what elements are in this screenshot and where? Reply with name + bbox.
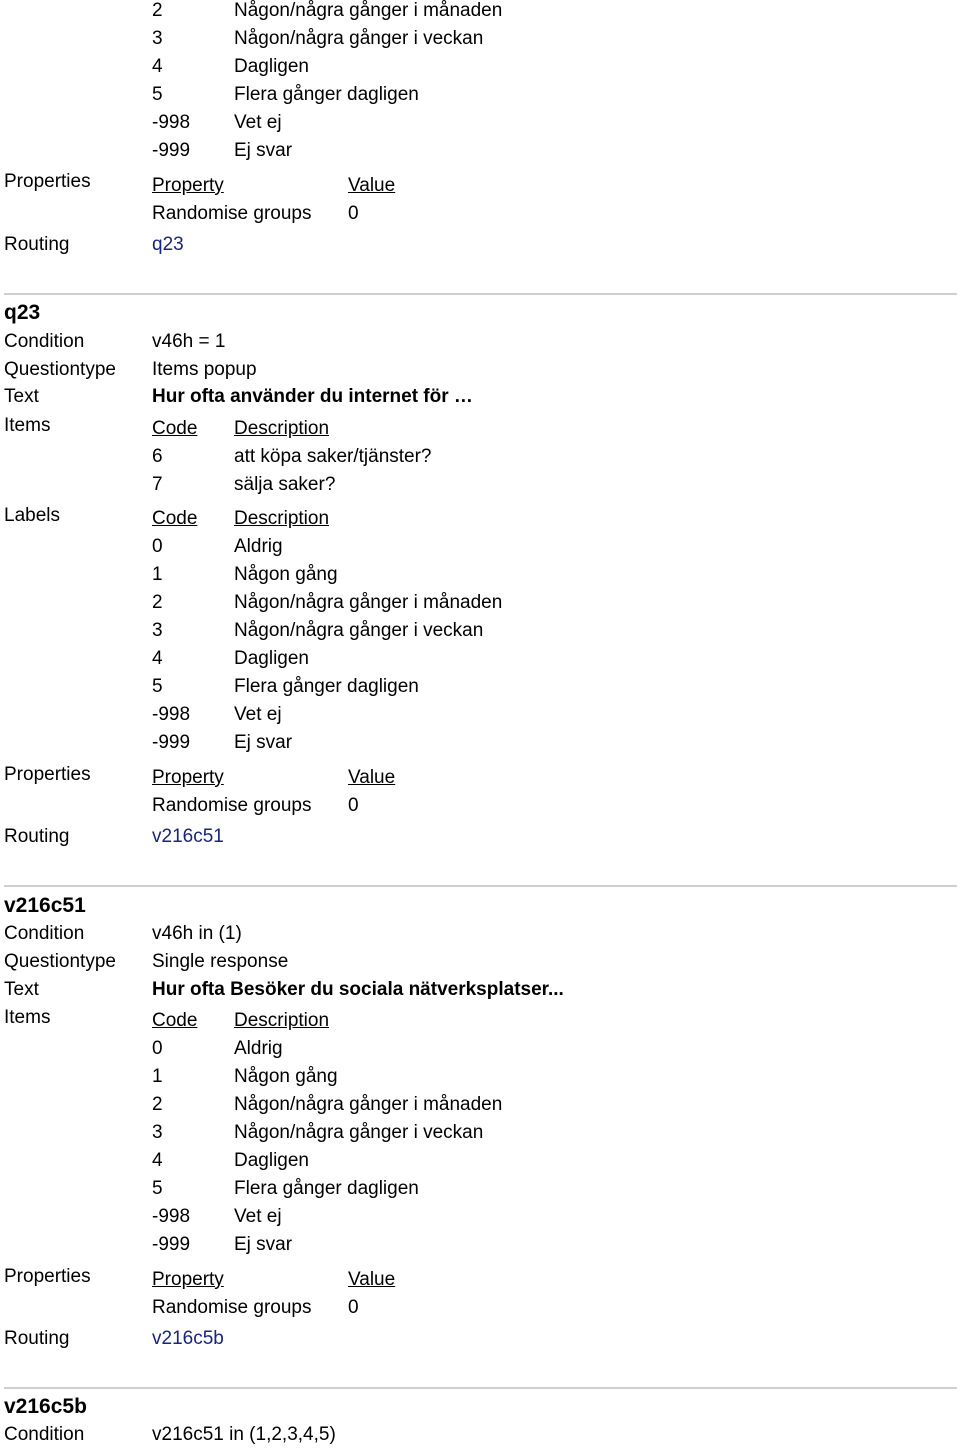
- item-code: 7: [152, 474, 163, 495]
- condition-value: v46h in (1): [152, 923, 242, 944]
- question-title: v216c51: [4, 894, 86, 917]
- label-description: Flera gånger dagligen: [234, 676, 419, 697]
- properties-label: Properties: [4, 1266, 91, 1287]
- property-name: Randomise groups: [152, 795, 312, 816]
- label-code: 2: [152, 592, 163, 613]
- code-column-header: Code: [152, 508, 198, 529]
- questiontype-label: Questiontype: [4, 951, 116, 972]
- labels-label: Labels: [4, 505, 60, 526]
- description-column-header: Description: [234, 1010, 330, 1031]
- property-column-header: Property: [152, 175, 224, 196]
- label-code: 4: [152, 648, 163, 669]
- questiontype-label: Questiontype: [4, 359, 116, 380]
- routing-label: Routing: [4, 1328, 70, 1349]
- label-code: -998: [152, 704, 191, 725]
- label-code: -999: [152, 732, 191, 753]
- items-label: Items: [4, 415, 51, 436]
- label-description: Någon/några gånger i månaden: [234, 592, 503, 613]
- item-description: Någon/några gånger i veckan: [234, 1122, 484, 1143]
- code-column-header: Code: [152, 1010, 198, 1031]
- label-description: Någon gång: [234, 564, 338, 585]
- routing-label: Routing: [4, 234, 70, 255]
- value-column-header: Value: [348, 1269, 396, 1290]
- item-description: Aldrig: [234, 1038, 283, 1059]
- value-column-header: Value: [348, 175, 396, 196]
- properties-label: Properties: [4, 764, 91, 785]
- item-description: sälja saker?: [234, 474, 336, 495]
- item-code: 6: [152, 446, 163, 467]
- item-description: Någon gång: [234, 1066, 338, 1087]
- label-description: Flera gånger dagligen: [234, 84, 419, 105]
- condition-value: v216c51 in (1,2,3,4,5): [152, 1424, 336, 1445]
- property-column-header: Property: [152, 767, 224, 788]
- label-description: Ej svar: [234, 140, 293, 161]
- section-divider: [4, 1387, 957, 1389]
- item-code: 1: [152, 1066, 163, 1087]
- label-code: 3: [152, 620, 163, 641]
- label-description: Dagligen: [234, 56, 309, 77]
- questiontype-value: Single response: [152, 951, 289, 972]
- label-description: Dagligen: [234, 648, 309, 669]
- routing-link-q23[interactable]: q23: [152, 234, 184, 255]
- label-code: 5: [152, 676, 163, 697]
- property-column-header: Property: [152, 1269, 224, 1290]
- label-description: Någon/några gånger i månaden: [234, 0, 503, 21]
- label-code: 0: [152, 536, 163, 557]
- description-column-header: Description: [234, 418, 330, 439]
- label-description: Någon/några gånger i veckan: [234, 28, 484, 49]
- routing-label: Routing: [4, 826, 70, 847]
- item-description: Flera gånger dagligen: [234, 1178, 419, 1199]
- condition-label: Condition: [4, 923, 85, 944]
- value-column-header: Value: [348, 767, 396, 788]
- routing-link-v216c5b[interactable]: v216c5b: [152, 1328, 224, 1349]
- label-code: 3: [152, 28, 163, 49]
- questiontype-value: Items popup: [152, 359, 257, 380]
- condition-label: Condition: [4, 331, 85, 352]
- item-description: Vet ej: [234, 1206, 282, 1227]
- item-code: 4: [152, 1150, 163, 1171]
- label-description: Ej svar: [234, 732, 293, 753]
- label-code: -999: [152, 140, 191, 161]
- routing-link-v216c51[interactable]: v216c51: [152, 826, 224, 847]
- label-code: 2: [152, 0, 163, 21]
- question-text: Hur ofta använder du internet för …: [152, 386, 473, 407]
- item-code: 5: [152, 1178, 163, 1199]
- question-title: v216c5b: [4, 1395, 87, 1418]
- property-name: Randomise groups: [152, 203, 312, 224]
- item-description: att köpa saker/tjänster?: [234, 446, 432, 467]
- section-divider: [4, 885, 957, 887]
- section-divider: [4, 293, 957, 295]
- text-label: Text: [4, 386, 39, 407]
- property-name: Randomise groups: [152, 1297, 312, 1318]
- description-column-header: Description: [234, 508, 330, 529]
- item-description: Ej svar: [234, 1234, 293, 1255]
- label-description: Vet ej: [234, 112, 282, 133]
- items-label: Items: [4, 1007, 51, 1028]
- label-description: Någon/några gånger i veckan: [234, 620, 484, 641]
- label-code: 4: [152, 56, 163, 77]
- property-value: 0: [348, 795, 359, 816]
- property-value: 0: [348, 203, 359, 224]
- condition-label: Condition: [4, 1424, 85, 1445]
- code-column-header: Code: [152, 418, 198, 439]
- label-code: 5: [152, 84, 163, 105]
- question-text: Hur ofta Besöker du sociala nätverksplatser...: [152, 979, 564, 1000]
- label-description: Vet ej: [234, 704, 282, 725]
- text-label: Text: [4, 979, 39, 1000]
- item-code: 0: [152, 1038, 163, 1059]
- label-code: -998: [152, 112, 191, 133]
- item-code: -999: [152, 1234, 191, 1255]
- item-code: 2: [152, 1094, 163, 1115]
- condition-value: v46h = 1: [152, 331, 226, 352]
- label-description: Aldrig: [234, 536, 283, 557]
- item-code: 3: [152, 1122, 163, 1143]
- question-title: q23: [4, 301, 41, 324]
- property-value: 0: [348, 1297, 359, 1318]
- item-code: -998: [152, 1206, 191, 1227]
- item-description: Någon/några gånger i månaden: [234, 1094, 503, 1115]
- properties-label: Properties: [4, 171, 91, 192]
- item-description: Dagligen: [234, 1150, 309, 1171]
- label-code: 1: [152, 564, 163, 585]
